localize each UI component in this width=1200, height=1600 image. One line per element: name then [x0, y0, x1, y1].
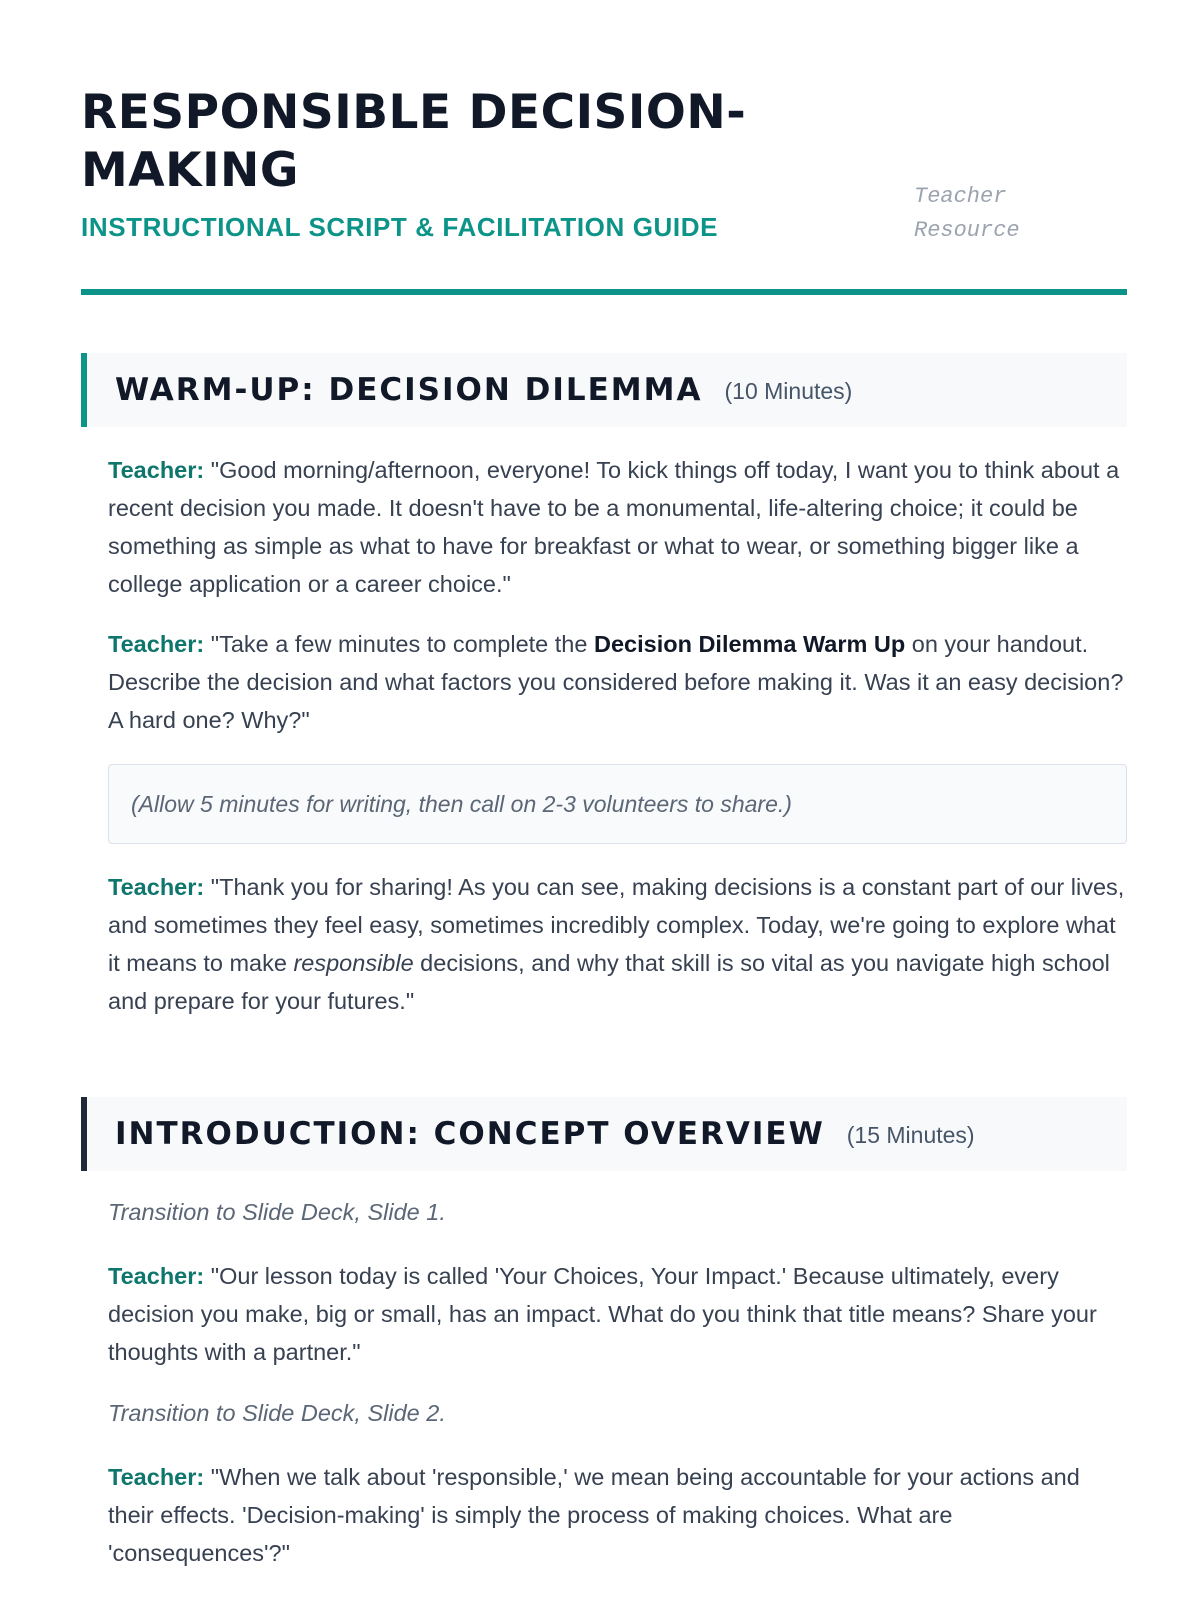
stage-direction: Transition to Slide Deck, Slide 1.: [108, 1199, 446, 1225]
resource-tag: Teacher Resource: [914, 184, 1020, 243]
script-paragraph: [108, 451, 1127, 603]
page-subtitle: INSTRUCTIONAL SCRIPT & FACILITATION GUIDE: [81, 212, 719, 242]
speaker-label: Teacher:: [108, 1464, 205, 1490]
speaker-label: Teacher:: [108, 1263, 205, 1289]
section-duration: (10 Minutes): [724, 377, 853, 404]
section-title: INTRODUCTION: CONCEPT OVERVIEW: [115, 1116, 825, 1152]
page-title: RESPONSIBLE DECISION-MAKING: [81, 85, 747, 198]
paragraph-text: "Our lesson today is called 'Your Choices, Your Impact.' Because ultimately, every decision you make, big or small, has an impact. What do you think that title means? Share your thoughts with a partner.": [108, 1263, 1097, 1365]
handout-reference: Decision Dilemma Warm Up: [593, 631, 906, 657]
paragraph-text: decisions, and why that skill is so vital as you navigate high school and prepare for your futures.": [108, 950, 1110, 1014]
script-page: [81, 0, 1127, 1600]
facilitation-note: (Allow 5 minutes for writing, then call on 2-3 volunteers to share.): [108, 764, 1127, 844]
section-header-warm-up: [81, 353, 1127, 427]
document-header: [81, 0, 1127, 298]
script-paragraph: [108, 1257, 1127, 1371]
section-accent-bar: [81, 1097, 87, 1171]
speaker-label: Teacher:: [108, 457, 205, 483]
script-paragraph: [108, 868, 1127, 1020]
paragraph-text: "Thank you for sharing! As you can see, making decisions is a constant part of our lives, and sometimes they feel easy, sometimes incredibly complex. Today, we're going to explore what it means to make: [108, 874, 1125, 976]
speaker-label: Teacher:: [108, 631, 205, 657]
paragraph-text: "When we talk about 'responsible,' we mean being accountable for your actions and their effects. 'Decision-making' is simply the process of making choices. What are 'consequences'?": [108, 1464, 1080, 1566]
header-divider: [81, 289, 1127, 295]
script-paragraph: [108, 1458, 1127, 1572]
emphasis-text: responsible: [293, 950, 414, 976]
section-accent-bar: [81, 353, 87, 427]
section-header-introduction: [81, 1097, 1127, 1171]
section-duration: (15 Minutes): [846, 1121, 975, 1148]
speaker-label: Teacher:: [108, 874, 205, 900]
script-paragraph: [108, 625, 1127, 739]
paragraph-text: on your handout. Describe the decision and what factors you considered before making it. Was it an easy decision? A hard one? Why?": [108, 631, 1124, 733]
section-title: WARM-UP: DECISION DILEMMA: [115, 372, 703, 408]
stage-direction: Transition to Slide Deck, Slide 2.: [108, 1400, 446, 1426]
paragraph-text: "Good morning/afternoon, everyone! To kick things off today, I want you to think about a recent decision you made. It doesn't have to be a monumental, life-altering choice; it could be something as simple as what to have for breakfast or what to wear, or something bigger like a college application or a career choice.": [108, 457, 1120, 597]
paragraph-text: "Take a few minutes to complete the: [204, 631, 594, 657]
